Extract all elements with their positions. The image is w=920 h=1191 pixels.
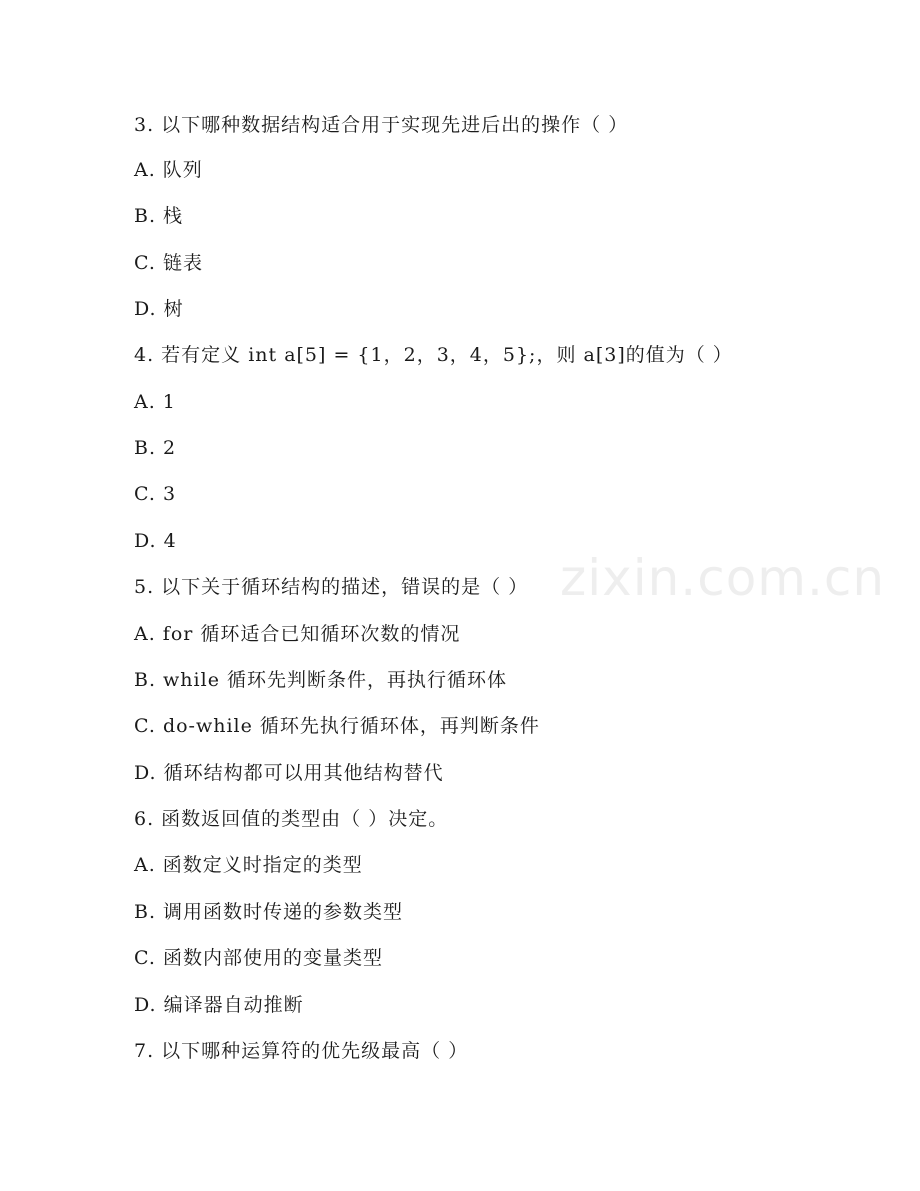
question-stem: 3. 以下哪种数据结构适合用于实现先进后出的操作（ ） — [134, 114, 629, 136]
question-stem: 4. 若有定义 int a[5] = {1，2，3，4，5};，则 a[3]的值为（ ） — [134, 344, 733, 366]
option-c: C. 函数内部使用的变量类型 — [134, 947, 383, 969]
question-stem: 5. 以下关于循环结构的描述，错误的是（ ） — [134, 576, 529, 598]
watermark: zixin.com.cn — [560, 549, 886, 607]
option-d: D. 4 — [134, 530, 177, 552]
option-b: B. 调用函数时传递的参数类型 — [134, 901, 404, 923]
option-d: D. 编译器自动推断 — [134, 994, 304, 1016]
option-a: A. 函数定义时指定的类型 — [134, 854, 363, 876]
option-c: C. do-while 循环先执行循环体，再判断条件 — [134, 715, 540, 737]
option-a: A. 队列 — [134, 159, 203, 181]
question-stem: 7. 以下哪种运算符的优先级最高（ ） — [134, 1040, 469, 1062]
option-d: D. 树 — [134, 298, 184, 320]
option-c: C. 链表 — [134, 252, 203, 274]
question-stem: 6. 函数返回值的类型由（ ）决定。 — [134, 808, 449, 830]
option-b: B. 栈 — [134, 205, 184, 227]
option-b: B. 2 — [134, 437, 177, 459]
option-c: C. 3 — [134, 483, 177, 505]
option-a: A. for 循环适合已知循环次数的情况 — [134, 623, 461, 645]
option-a: A. 1 — [134, 391, 176, 413]
option-d: D. 循环结构都可以用其他结构替代 — [134, 762, 444, 784]
option-b: B. while 循环先判断条件，再执行循环体 — [134, 669, 507, 691]
